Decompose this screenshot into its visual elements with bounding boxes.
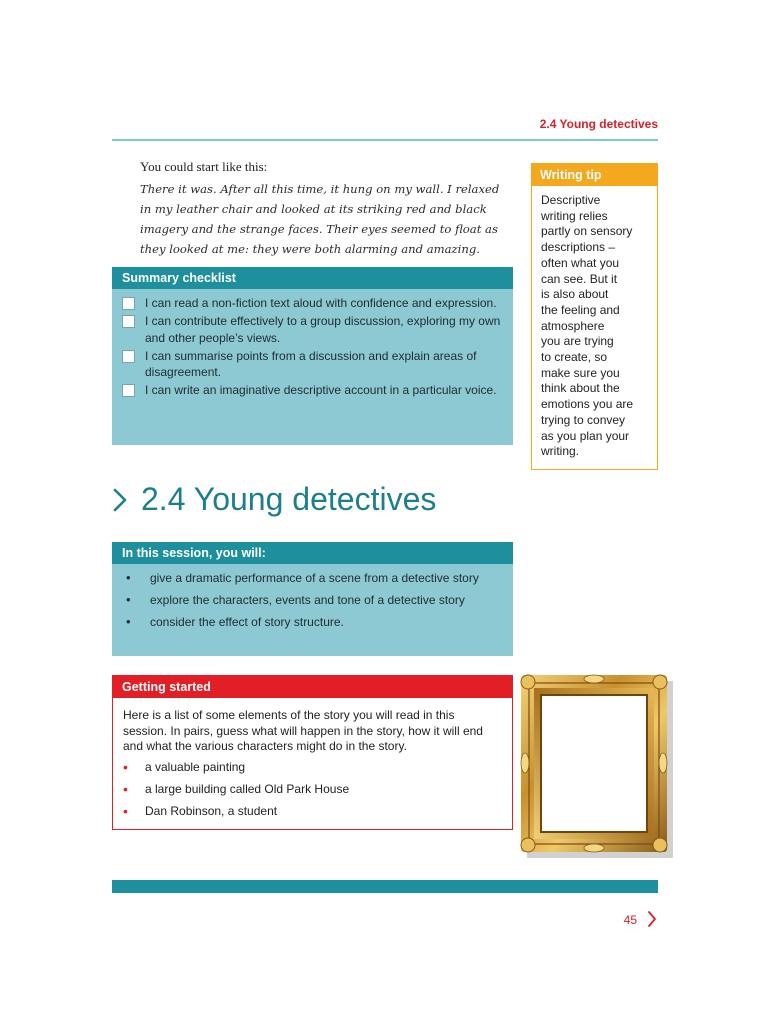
tip-line: make sure you xyxy=(541,365,620,380)
writing-tip-box xyxy=(531,163,658,470)
page-number: 45 xyxy=(623,913,637,927)
objective-text: explore the characters, events and tone of a detective story xyxy=(150,593,465,607)
checklist-item-text: I can contribute effectively to a group discussion, exploring my own and other people’s views. xyxy=(145,314,501,345)
tip-line: can see. But it xyxy=(541,271,618,286)
bullet-icon: • xyxy=(123,802,128,819)
tip-line: the feeling and xyxy=(541,302,620,317)
handwritten-line: in my leather chair and looked at its striking red and black xyxy=(140,202,487,216)
getting-started-title: Getting started xyxy=(113,676,512,698)
bullet-icon: • xyxy=(123,758,128,775)
session-objectives xyxy=(112,564,513,656)
tip-line: emotions you are xyxy=(541,397,634,412)
objective-text: give a dramatic performance of a scene from a detective story xyxy=(150,571,479,585)
tip-line: often what you xyxy=(541,255,620,270)
story-element-text: a large building called Old Park House xyxy=(145,781,350,796)
tip-line: you are trying xyxy=(541,334,614,349)
chevron-right-icon xyxy=(110,483,132,517)
getting-started-box xyxy=(112,675,513,830)
checkbox[interactable] xyxy=(122,384,135,397)
summary-checklist-title: Summary checklist xyxy=(122,271,236,285)
story-element-item xyxy=(123,759,502,775)
story-element-text: Dan Robinson, a student xyxy=(145,803,278,818)
tip-line: descriptions – xyxy=(541,240,616,255)
checklist-item xyxy=(122,313,503,346)
checklist-item xyxy=(122,348,503,381)
story-element-item xyxy=(123,781,502,797)
writing-tip-title: Writing tip xyxy=(532,164,657,186)
running-head: 2.4 Young detectives xyxy=(539,117,658,131)
checklist-item xyxy=(122,295,503,312)
checkbox[interactable] xyxy=(122,315,135,328)
tip-line: writing. xyxy=(541,444,580,459)
objectives-list xyxy=(112,564,513,630)
tip-line: as you plan your xyxy=(541,428,630,443)
tip-line: atmosphere xyxy=(541,318,605,333)
tip-line: writing relies xyxy=(541,208,608,223)
section-title: 2.4 Young detectives xyxy=(141,481,437,517)
summary-checklist xyxy=(112,289,513,445)
ornate-frame-image xyxy=(519,673,673,858)
session-title: In this session, you will: xyxy=(122,546,266,560)
handwritten-line: There it was. After all this time, it hung on my wall. I relaxed xyxy=(140,182,500,196)
objective-text: consider the effect of story structure. xyxy=(150,615,344,629)
bullet-icon: • xyxy=(126,592,131,607)
story-element-text: a valuable painting xyxy=(145,759,246,774)
objective-item xyxy=(126,570,503,586)
footer-bar xyxy=(112,880,658,893)
tip-line: is also about xyxy=(541,287,609,302)
header-rule xyxy=(112,139,658,141)
tip-line: trying to convey xyxy=(541,412,626,427)
checkbox[interactable] xyxy=(122,297,135,310)
objective-item xyxy=(126,592,503,608)
story-element-item xyxy=(123,803,502,819)
checklist xyxy=(112,289,513,399)
handwritten-line: imagery and the strange faces. Their eyes seemed to float as xyxy=(140,222,498,236)
session-header xyxy=(112,542,513,564)
story-elements-list xyxy=(113,755,512,819)
bullet-icon: • xyxy=(123,780,128,797)
bullet-icon: • xyxy=(126,614,131,629)
writing-tip-text xyxy=(532,186,657,460)
checklist-item-text: I can read a non-fiction text aloud with confidence and expression. xyxy=(145,296,497,310)
tip-line: partly on sensory xyxy=(541,224,633,239)
summary-checklist-header xyxy=(112,267,513,289)
intro-label: You could start like this: xyxy=(140,159,268,174)
checklist-item xyxy=(122,382,503,399)
handwritten-example xyxy=(140,179,510,259)
tip-line: think about the xyxy=(541,381,620,396)
tip-line: to create, so xyxy=(541,350,608,365)
checklist-item-text: I can write an imaginative descriptive account in a particular voice. xyxy=(145,383,497,397)
chevron-right-icon[interactable] xyxy=(646,909,658,929)
getting-started-intro: Here is a list of some elements of the story you will read in this session. In pairs, guess what will happen in the story, how it will end and what the various characters might do in the story. xyxy=(123,708,483,753)
checkbox[interactable] xyxy=(122,350,135,363)
checklist-item-text: I can summarise points from a discussion and explain areas of disagreement. xyxy=(145,348,477,379)
handwritten-line: they looked at me: they were both alarming and amazing. xyxy=(140,242,480,256)
bullet-icon: • xyxy=(126,570,131,585)
tip-line: Descriptive xyxy=(541,193,601,207)
objective-item xyxy=(126,614,503,630)
